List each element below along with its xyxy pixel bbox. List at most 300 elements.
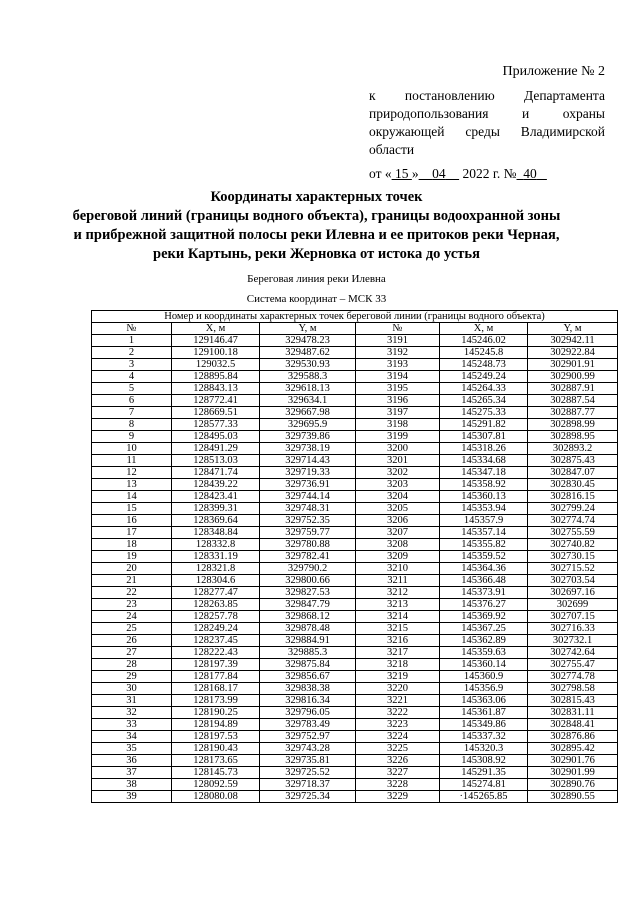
table-cell: 1 — [92, 335, 172, 347]
table-cell: 145369.92 — [440, 611, 528, 623]
table-cell: 8 — [92, 419, 172, 431]
table-cell: 128173.65 — [172, 755, 260, 767]
table-cell: 128577.33 — [172, 419, 260, 431]
table-cell: 128495.03 — [172, 431, 260, 443]
table-cell: 128843.13 — [172, 383, 260, 395]
title-line-2: береговой линий (границы водного объекта), границы водоохранной зоны — [72, 208, 561, 224]
table-cell: 302742.64 — [528, 647, 618, 659]
table-caption-row — [92, 311, 618, 323]
table-cell: 145361.87 — [440, 707, 528, 719]
table-cell: 33 — [92, 719, 172, 731]
table-cell: 145364.36 — [440, 563, 528, 575]
table-cell: 329736.91 — [260, 479, 356, 491]
table-cell: 3221 — [356, 695, 440, 707]
table-cell: 5 — [92, 383, 172, 395]
table-cell: 12 — [92, 467, 172, 479]
table-cell: 329725.34 — [260, 791, 356, 803]
table-cell: 128423.41 — [172, 491, 260, 503]
table-cell: 128331.19 — [172, 551, 260, 563]
table-cell: 128197.53 — [172, 731, 260, 743]
table-row — [92, 623, 618, 635]
table-cell: 302774.78 — [528, 671, 618, 683]
date-month: 04 — [432, 166, 446, 181]
table-cell: 3213 — [356, 599, 440, 611]
table-cell: 329827.53 — [260, 587, 356, 599]
table-cell: 3218 — [356, 659, 440, 671]
table-cell: 302799.24 — [528, 503, 618, 515]
table-cell: 329868.12 — [260, 611, 356, 623]
table-cell: 128895.84 — [172, 371, 260, 383]
table-cell: 34 — [92, 731, 172, 743]
coordinate-system-subtitle: Система координат – МСК 33 — [246, 293, 387, 305]
order-number: 40 — [523, 166, 537, 181]
table-cell: 302887.91 — [528, 383, 618, 395]
table-cell: 329780.88 — [260, 539, 356, 551]
table-cell: 3225 — [356, 743, 440, 755]
table-cell: 3209 — [356, 551, 440, 563]
table-cell: 145307.81 — [440, 431, 528, 443]
table-cell: 26 — [92, 635, 172, 647]
table-cell: 302887.77 — [528, 407, 618, 419]
table-cell: 302898.99 — [528, 419, 618, 431]
table-cell: 329725.52 — [260, 767, 356, 779]
table-cell: 145362.89 — [440, 635, 528, 647]
coordinates-table — [91, 310, 618, 803]
table-cell: 329884.91 — [260, 635, 356, 647]
table-cell: 128168.17 — [172, 683, 260, 695]
table-cell: 302847.07 — [528, 467, 618, 479]
table-cell: 128369.64 — [172, 515, 260, 527]
table-cell: 128513.03 — [172, 455, 260, 467]
table-cell: 128277.47 — [172, 587, 260, 599]
table-row — [92, 683, 618, 695]
table-cell: 3206 — [356, 515, 440, 527]
table-cell: 329714.43 — [260, 455, 356, 467]
table-cell: 128772.41 — [172, 395, 260, 407]
table-cell: 302774.74 — [528, 515, 618, 527]
table-cell: 302898.95 — [528, 431, 618, 443]
col-header: № — [356, 323, 440, 335]
table-cell: 128249.24 — [172, 623, 260, 635]
table-cell: 2 — [92, 347, 172, 359]
table-cell: 145291.35 — [440, 767, 528, 779]
table-cell: 3212 — [356, 587, 440, 599]
document-title — [20, 188, 613, 264]
table-cell: 302755.59 — [528, 527, 618, 539]
table-cell: 329744.14 — [260, 491, 356, 503]
table-cell: 128222.43 — [172, 647, 260, 659]
table-cell: 329588.3 — [260, 371, 356, 383]
table-cell: 302890.55 — [528, 791, 618, 803]
table-cell: 329735.81 — [260, 755, 356, 767]
table-cell: 31 — [92, 695, 172, 707]
table-cell: 3220 — [356, 683, 440, 695]
table-body — [92, 335, 618, 803]
table-cell: 145357.14 — [440, 527, 528, 539]
table-cell: 329790.2 — [260, 563, 356, 575]
table-cell: 329719.33 — [260, 467, 356, 479]
table-cell: 3229 — [356, 791, 440, 803]
table-cell: 3214 — [356, 611, 440, 623]
col-header: X, м — [172, 323, 260, 335]
table-cell: 302830.45 — [528, 479, 618, 491]
table-cell: 3210 — [356, 563, 440, 575]
date-year: 2022 г. № — [462, 166, 517, 181]
table-cell: 3201 — [356, 455, 440, 467]
table-cell: 145337.32 — [440, 731, 528, 743]
table-cell: 35 — [92, 743, 172, 755]
shoreline-subtitle: Береговая линия реки Илевна — [247, 273, 386, 285]
table-cell: 23 — [92, 599, 172, 611]
table-row — [92, 635, 618, 647]
table-cell: 128321.8 — [172, 563, 260, 575]
table-cell: 302697.16 — [528, 587, 618, 599]
table-cell: 302887.54 — [528, 395, 618, 407]
table-cell: 3192 — [356, 347, 440, 359]
table-cell: 302732.1 — [528, 635, 618, 647]
table-cell: 19 — [92, 551, 172, 563]
table-row — [92, 347, 618, 359]
table-cell: 129100.18 — [172, 347, 260, 359]
table-row — [92, 791, 618, 803]
table-cell: 128669.51 — [172, 407, 260, 419]
annex-block — [369, 63, 605, 183]
table-cell: 302893.2 — [528, 443, 618, 455]
table-cell: 24 — [92, 611, 172, 623]
table-cell: 145363.06 — [440, 695, 528, 707]
table-cell: 3224 — [356, 731, 440, 743]
title-line-1: Координаты характерных точек — [210, 189, 423, 205]
table-cell: 128263.85 — [172, 599, 260, 611]
table-row — [92, 359, 618, 371]
table-cell: 3226 — [356, 755, 440, 767]
table-cell: 329752.35 — [260, 515, 356, 527]
table-cell: 145291.82 — [440, 419, 528, 431]
table-cell: 145366.48 — [440, 575, 528, 587]
table-cell: 27 — [92, 647, 172, 659]
title-line-4: реки Картынь, реки Жерновка от истока до устья — [153, 246, 480, 262]
table-cell: 302815.43 — [528, 695, 618, 707]
table-row — [92, 599, 618, 611]
table-cell: 28 — [92, 659, 172, 671]
table-row — [92, 575, 618, 587]
table-row — [92, 659, 618, 671]
table-cell: 145265.34 — [440, 395, 528, 407]
table-cell: 145245.8 — [440, 347, 528, 359]
table-row — [92, 779, 618, 791]
table-cell: 7 — [92, 407, 172, 419]
table-cell: 13 — [92, 479, 172, 491]
table-row — [92, 431, 618, 443]
table-cell: 145359.63 — [440, 647, 528, 659]
table-cell: 329634.1 — [260, 395, 356, 407]
table-cell: 329782.41 — [260, 551, 356, 563]
table-cell: 128145.73 — [172, 767, 260, 779]
table-cell: 329838.38 — [260, 683, 356, 695]
table-cell: 145274.81 — [440, 779, 528, 791]
table-cell: 329856.67 — [260, 671, 356, 683]
table-cell: 37 — [92, 767, 172, 779]
table-cell: 3228 — [356, 779, 440, 791]
table-cell: 128491.29 — [172, 443, 260, 455]
table-cell: 145360.13 — [440, 491, 528, 503]
table-cell: 145334.68 — [440, 455, 528, 467]
table-cell: 3193 — [356, 359, 440, 371]
table-cell: 3202 — [356, 467, 440, 479]
table-cell: 329759.77 — [260, 527, 356, 539]
table-cell: 3199 — [356, 431, 440, 443]
table-cell: 302848.41 — [528, 719, 618, 731]
table-cell: 145359.52 — [440, 551, 528, 563]
table-cell: 145249.24 — [440, 371, 528, 383]
table-cell: 39 — [92, 791, 172, 803]
table-row — [92, 587, 618, 599]
table-cell: 145246.02 — [440, 335, 528, 347]
table-cell: 145355.82 — [440, 539, 528, 551]
table-row — [92, 767, 618, 779]
table-cell: 3194 — [356, 371, 440, 383]
table-cell: 145264.33 — [440, 383, 528, 395]
table-cell: 329816.34 — [260, 695, 356, 707]
table-cell: 329878.48 — [260, 623, 356, 635]
table-cell: 302831.11 — [528, 707, 618, 719]
annex-heading: Приложение № 2 — [502, 64, 605, 79]
table-cell: 329743.28 — [260, 743, 356, 755]
table-cell: 302901.76 — [528, 755, 618, 767]
table-cell: 3223 — [356, 719, 440, 731]
table-row — [92, 731, 618, 743]
table-cell: 128237.45 — [172, 635, 260, 647]
table-cell: 145318.26 — [440, 443, 528, 455]
table-cell: 329667.98 — [260, 407, 356, 419]
table-cell: 329695.9 — [260, 419, 356, 431]
table-cell: 3211 — [356, 575, 440, 587]
annex-line-1: к постановлению Департамента — [369, 88, 605, 103]
table-cell: 30 — [92, 683, 172, 695]
table-cell: 3191 — [356, 335, 440, 347]
table-cell: 329875.84 — [260, 659, 356, 671]
table-cell: 329752.97 — [260, 731, 356, 743]
table-cell: 3208 — [356, 539, 440, 551]
table-row — [92, 527, 618, 539]
table-row — [92, 719, 618, 731]
table-cell: 3203 — [356, 479, 440, 491]
table-cell: 18 — [92, 539, 172, 551]
table-row — [92, 371, 618, 383]
table-cell: 329530.93 — [260, 359, 356, 371]
table-cell: 302716.33 — [528, 623, 618, 635]
table-cell: 145349.86 — [440, 719, 528, 731]
table-cell: 128092.59 — [172, 779, 260, 791]
table-cell: 329885.3 — [260, 647, 356, 659]
table-cell: 145376.27 — [440, 599, 528, 611]
table-cell: 129146.47 — [172, 335, 260, 347]
table-header-row — [92, 323, 618, 335]
table-cell: 3197 — [356, 407, 440, 419]
table-cell: 145347.18 — [440, 467, 528, 479]
table-row — [92, 563, 618, 575]
table-cell: 3207 — [356, 527, 440, 539]
table-cell: ·145265.85 — [440, 791, 528, 803]
table-cell: 302707.15 — [528, 611, 618, 623]
table-cell: 3200 — [356, 443, 440, 455]
table-cell: 128190.25 — [172, 707, 260, 719]
table-row — [92, 407, 618, 419]
table-cell: 3198 — [356, 419, 440, 431]
table-cell: 29 — [92, 671, 172, 683]
table-row — [92, 551, 618, 563]
title-line-3: и прибрежной защитной полосы реки Илевна и ее притоков реки Черная, — [73, 227, 560, 243]
table-cell: 329783.49 — [260, 719, 356, 731]
table-cell: 302890.76 — [528, 779, 618, 791]
table-cell: 128348.84 — [172, 527, 260, 539]
table-cell: 145353.94 — [440, 503, 528, 515]
table-cell: 145358.92 — [440, 479, 528, 491]
table-row — [92, 383, 618, 395]
table-row — [92, 455, 618, 467]
table-cell: 329748.31 — [260, 503, 356, 515]
table-cell: 329718.37 — [260, 779, 356, 791]
table-row — [92, 503, 618, 515]
table-cell: 128197.39 — [172, 659, 260, 671]
table-cell: 302876.86 — [528, 731, 618, 743]
table-cell: 302699 — [528, 599, 618, 611]
table-row — [92, 395, 618, 407]
table-cell: 302740.82 — [528, 539, 618, 551]
date-prefix: от « — [369, 166, 392, 181]
table-cell: 128439.22 — [172, 479, 260, 491]
table-cell: 16 — [92, 515, 172, 527]
col-header: Y, м — [528, 323, 618, 335]
table-cell: 128190.43 — [172, 743, 260, 755]
table-row — [92, 755, 618, 767]
table-cell: 329739.86 — [260, 431, 356, 443]
table-cell: 25 — [92, 623, 172, 635]
table-cell: 128080.08 — [172, 791, 260, 803]
table-cell: 128304.6 — [172, 575, 260, 587]
table-cell: 10 — [92, 443, 172, 455]
annex-line-4: области — [369, 142, 415, 157]
table-cell: 22 — [92, 587, 172, 599]
table-cell: 3222 — [356, 707, 440, 719]
table-cell: 3215 — [356, 623, 440, 635]
table-cell: 329478.23 — [260, 335, 356, 347]
table-cell: 302895.42 — [528, 743, 618, 755]
table-cell: 9 — [92, 431, 172, 443]
table-cell: 17 — [92, 527, 172, 539]
table-row — [92, 611, 618, 623]
table-row — [92, 443, 618, 455]
table-cell: 145373.91 — [440, 587, 528, 599]
table-cell: 329738.19 — [260, 443, 356, 455]
table-row — [92, 515, 618, 527]
annex-date-line — [369, 165, 605, 183]
table-cell: 302900.99 — [528, 371, 618, 383]
table-cell: 36 — [92, 755, 172, 767]
table-cell: 3216 — [356, 635, 440, 647]
table-cell: 3227 — [356, 767, 440, 779]
table-cell: 128173.99 — [172, 695, 260, 707]
table-cell: 302901.91 — [528, 359, 618, 371]
table-cell: 145308.92 — [440, 755, 528, 767]
table-cell: 302703.54 — [528, 575, 618, 587]
table-row — [92, 335, 618, 347]
table-cell: 145248.73 — [440, 359, 528, 371]
col-header: Y, м — [260, 323, 356, 335]
table-cell: 3204 — [356, 491, 440, 503]
table-cell: 128194.89 — [172, 719, 260, 731]
table-cell: 20 — [92, 563, 172, 575]
table-cell: 329487.62 — [260, 347, 356, 359]
col-header: № — [92, 323, 172, 335]
table-row — [92, 467, 618, 479]
table-cell: 3219 — [356, 671, 440, 683]
table-cell: 129032.5 — [172, 359, 260, 371]
table-cell: 302755.47 — [528, 659, 618, 671]
table-row — [92, 695, 618, 707]
table-cell: 128177.84 — [172, 671, 260, 683]
table-cell: 302875.43 — [528, 455, 618, 467]
table-cell: 145275.33 — [440, 407, 528, 419]
table-cell: 302798.58 — [528, 683, 618, 695]
table-cell: 15 — [92, 503, 172, 515]
table-cell: 32 — [92, 707, 172, 719]
table-cell: 145320.3 — [440, 743, 528, 755]
table-caption: Номер и координаты характерных точек береговой линии (границы водного объекта) — [92, 311, 618, 323]
date-sep: » — [411, 166, 419, 181]
table-cell: 3 — [92, 359, 172, 371]
table-row — [92, 647, 618, 659]
col-header: X, м — [440, 323, 528, 335]
table-cell: 302901.99 — [528, 767, 618, 779]
table-row — [92, 539, 618, 551]
table-row — [92, 707, 618, 719]
table-cell: 11 — [92, 455, 172, 467]
table-cell: 6 — [92, 395, 172, 407]
table-cell: 128257.78 — [172, 611, 260, 623]
table-cell: 14 — [92, 491, 172, 503]
table-cell: 145356.9 — [440, 683, 528, 695]
table-cell: 145357.9 — [440, 515, 528, 527]
table-cell: 302922.84 — [528, 347, 618, 359]
table-cell: 3205 — [356, 503, 440, 515]
table-cell: 145360.14 — [440, 659, 528, 671]
annex-line-2: природопользования и охраны — [369, 106, 605, 121]
date-day: 15 — [394, 166, 409, 181]
table-cell: 128471.74 — [172, 467, 260, 479]
table-cell: 302816.15 — [528, 491, 618, 503]
table-cell: 3196 — [356, 395, 440, 407]
table-cell: 38 — [92, 779, 172, 791]
table-cell: 21 — [92, 575, 172, 587]
table-cell: 302715.52 — [528, 563, 618, 575]
table-cell: 3195 — [356, 383, 440, 395]
table-row — [92, 479, 618, 491]
table-row — [92, 419, 618, 431]
table-cell: 4 — [92, 371, 172, 383]
annex-line-3: окружающей среды Владимирской — [369, 124, 605, 139]
table-cell: 302730.15 — [528, 551, 618, 563]
table-cell: 329800.66 — [260, 575, 356, 587]
table-cell: 302942.11 — [528, 335, 618, 347]
table-cell: 329847.79 — [260, 599, 356, 611]
table-cell: 329796.05 — [260, 707, 356, 719]
table-row — [92, 491, 618, 503]
table-cell: 3217 — [356, 647, 440, 659]
table-row — [92, 743, 618, 755]
table-cell: 145367.25 — [440, 623, 528, 635]
table-cell: 128399.31 — [172, 503, 260, 515]
